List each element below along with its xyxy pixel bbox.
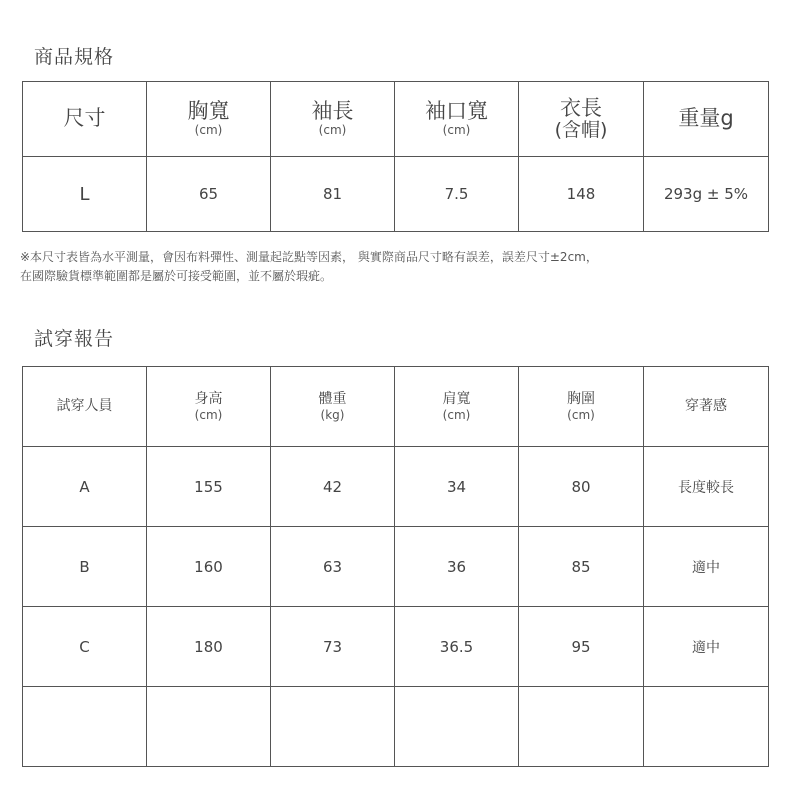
spec-header-length: 衣長 (含帽)	[519, 82, 644, 157]
fit-cell: 160	[147, 527, 271, 607]
fit-cell	[519, 687, 644, 767]
fit-cell: 適中	[644, 607, 769, 687]
fit-cell	[147, 687, 271, 767]
fit-title: 試穿報告	[34, 328, 115, 350]
fit-cell: 長度較長	[644, 447, 769, 527]
spec-header-size: 尺寸	[23, 82, 147, 157]
size-note-line1: ※本尺寸表皆為水平測量，會因布料彈性、測量起訖點等因素， 與實際商品尺寸略有誤差，誤差尺寸±2cm，	[20, 250, 598, 264]
fit-header-row	[23, 367, 769, 447]
fit-table	[22, 366, 769, 767]
fit-cell	[271, 687, 395, 767]
fit-cell: 95	[519, 607, 644, 687]
fit-header-bust: 胸圍 (cm)	[519, 367, 644, 447]
fit-row-c	[23, 607, 769, 687]
fit-cell	[644, 687, 769, 767]
fit-cell: 80	[519, 447, 644, 527]
spec-header-sleeve: 袖長 (cm)	[271, 82, 395, 157]
spec-cell: L	[23, 157, 147, 232]
spec-header-chest: 胸寬 (cm)	[147, 82, 271, 157]
fit-cell: 36.5	[395, 607, 519, 687]
spec-cell: 148	[519, 157, 644, 232]
fit-cell: 34	[395, 447, 519, 527]
fit-header-weight: 體重 (kg)	[271, 367, 395, 447]
fit-header-feel: 穿著感	[644, 367, 769, 447]
fit-cell: 180	[147, 607, 271, 687]
fit-cell: 63	[271, 527, 395, 607]
fit-cell	[395, 687, 519, 767]
fit-cell: 36	[395, 527, 519, 607]
fit-cell: A	[23, 447, 147, 527]
fit-cell: 155	[147, 447, 271, 527]
fit-row-a	[23, 447, 769, 527]
fit-cell: B	[23, 527, 147, 607]
fit-row-b	[23, 527, 769, 607]
spec-cell: 65	[147, 157, 271, 232]
spec-header-row	[23, 82, 769, 157]
spec-cell: 81	[271, 157, 395, 232]
fit-header-height: 身高 (cm)	[147, 367, 271, 447]
fit-cell	[23, 687, 147, 767]
fit-cell: 42	[271, 447, 395, 527]
fit-cell: 適中	[644, 527, 769, 607]
spec-header-weight: 重量g	[644, 82, 769, 157]
spec-title: 商品規格	[34, 46, 115, 68]
spec-data-row	[23, 157, 769, 232]
fit-row-empty	[23, 687, 769, 767]
fit-cell: 85	[519, 527, 644, 607]
spec-header-cuff: 袖口寬 (cm)	[395, 82, 519, 157]
fit-header-tester: 試穿人員	[23, 367, 147, 447]
spec-cell: 293g ± 5%	[644, 157, 769, 232]
size-note	[20, 248, 790, 286]
fit-header-shoulder: 肩寬 (cm)	[395, 367, 519, 447]
size-note-line2: 在國際驗貨標準範圍都是屬於可接受範圍，並不屬於瑕疵。	[20, 269, 333, 283]
spec-cell: 7.5	[395, 157, 519, 232]
spec-table	[22, 81, 769, 232]
fit-cell: 73	[271, 607, 395, 687]
fit-cell: C	[23, 607, 147, 687]
